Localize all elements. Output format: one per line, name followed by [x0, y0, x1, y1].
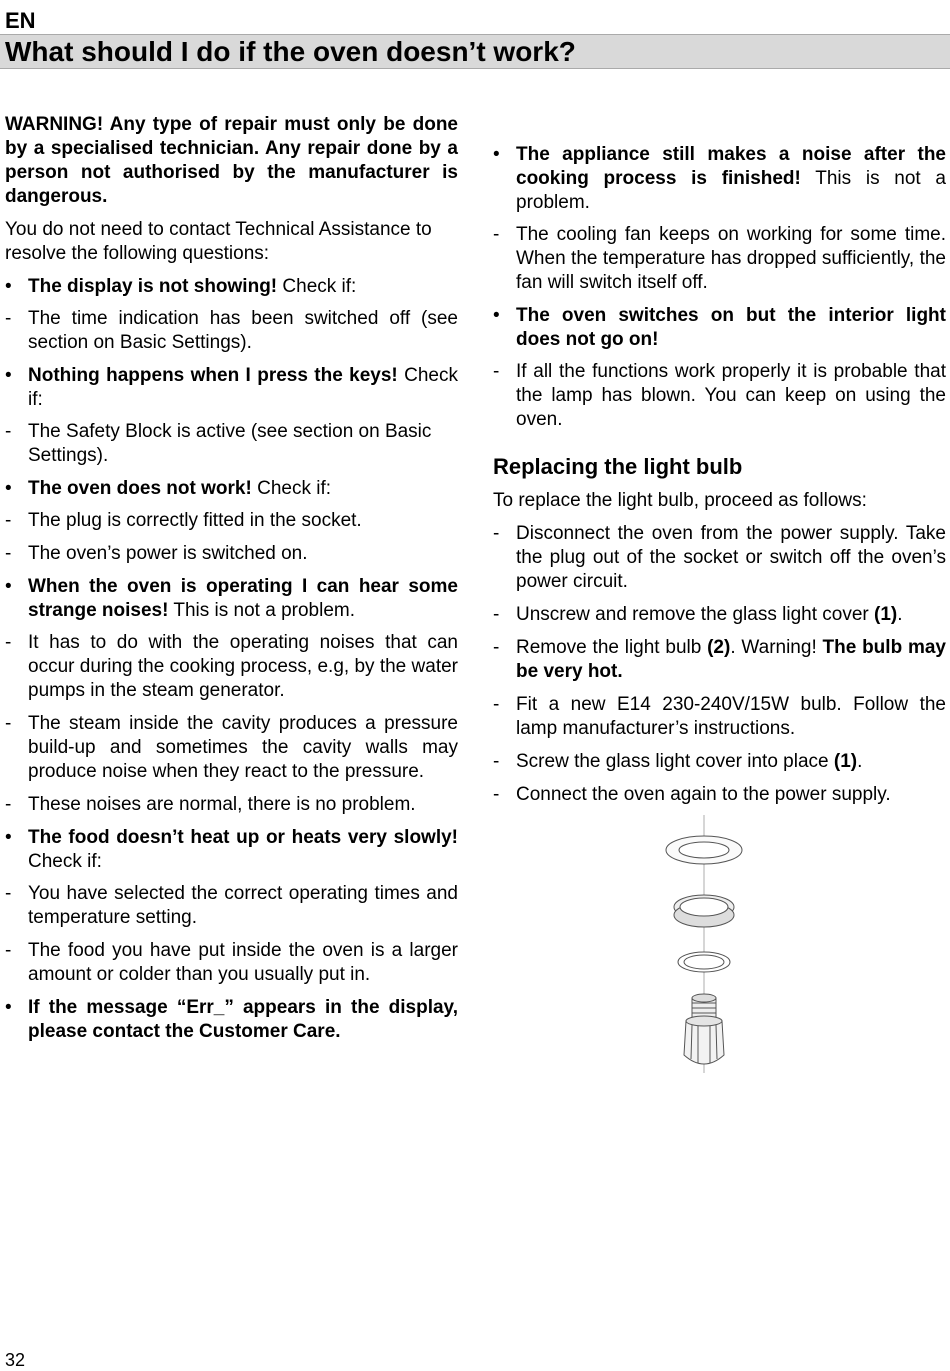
check-item: - The Safety Block is active (see section on Basic Settings). — [5, 420, 458, 468]
step-text: . — [897, 604, 903, 625]
page-title: What should I do if the oven doesn’t work? — [5, 36, 576, 67]
issue-heading: If the message “Err_” appears in the display, please contact the Customer Care. — [28, 997, 458, 1042]
issue-food-not-heating — [5, 826, 458, 874]
issue-strange-noises — [5, 575, 458, 623]
step-item: - Fit a new E14 230-240V/15W bulb. Follow the lamp manufacturer’s instructions. — [493, 693, 946, 741]
issue-heading: Nothing happens when I press the keys! — [28, 365, 398, 386]
left-column — [5, 113, 458, 1052]
explanation-item: - The steam inside the cavity produces a pressure build-up and sometimes the cavity walls may produce noise when they react to the pressure. — [5, 712, 458, 784]
warning-text: WARNING! Any type of repair must only be done by a specialised technician. Any repair done by a person not authorised by the manufacturer is dangerous. — [5, 114, 458, 207]
explanation-item: - These noises are normal, there is no problem. — [5, 793, 458, 817]
issue-note: Check if: — [277, 276, 357, 297]
section-intro: To replace the light bulb, proceed as follows: — [493, 490, 867, 511]
part-reference: (2) — [707, 637, 731, 658]
step-text: Remove the light bulb — [516, 637, 708, 658]
check-item: - The food you have put inside the oven is a larger amount or colder than you usually put in. — [5, 939, 458, 987]
right-column — [493, 143, 946, 816]
check-item: - The time indication has been switched off (see section on Basic Settings). — [5, 307, 458, 355]
part-reference: (1) — [833, 751, 858, 772]
explanation-item: - The cooling fan keeps on working for some time. When the temperature has dropped sufficiently, the fan will switch itself off. — [493, 223, 946, 295]
part-reference: (1) — [874, 604, 898, 625]
check-item: - The oven’s power is switched on. — [5, 542, 458, 566]
issue-display-not-showing — [5, 275, 458, 299]
step-item — [493, 636, 946, 684]
light-bulb-exploded-diagram — [664, 815, 744, 1073]
explanation-item: - If all the functions work properly it is probable that the lamp has blown. You can keep on using the oven. — [493, 360, 946, 432]
issue-note: This is not a problem. — [168, 600, 356, 621]
issue-light-not-on — [493, 304, 946, 352]
issue-note: Check if: — [28, 851, 102, 872]
step-text: . — [857, 751, 863, 772]
section-title: Replacing the light bulb — [493, 454, 743, 479]
step-text: Unscrew and remove the glass light cover — [516, 604, 874, 625]
step-item — [493, 603, 946, 627]
explanation-item: - It has to do with the operating noises that can occur during the cooking process, e.g, by the water pumps in the steam generator. — [5, 631, 458, 703]
step-item: - Connect the oven again to the power supply. — [493, 783, 946, 807]
issue-oven-not-working — [5, 477, 458, 501]
check-item: - You have selected the correct operating times and temperature setting. — [5, 882, 458, 930]
issue-note: Check if: — [251, 478, 332, 499]
title-bar — [0, 34, 950, 69]
step-text: . Warning! — [730, 637, 823, 658]
issue-note: Check if: — [28, 365, 458, 410]
intro-text: You do not need to contact Technical Assistance to resolve the following questions: — [5, 219, 432, 264]
issue-note: This is not a problem. — [516, 168, 946, 213]
step-text: Screw the glass light cover into place — [516, 751, 834, 772]
page-number: 32 — [5, 1350, 26, 1370]
step-item: - Disconnect the oven from the power supply. Take the plug out of the socket or switch off the oven’s power circuit. — [493, 522, 946, 594]
step-warning: The bulb may be very hot. — [516, 637, 946, 682]
issue-heading: When the oven is operating I can hear some strange noises! — [28, 576, 458, 621]
issue-keys-not-working — [5, 364, 458, 412]
check-item: - The plug is correctly fitted in the socket. — [5, 509, 458, 533]
issue-heading: The oven switches on but the interior light does not go on! — [516, 305, 946, 350]
issue-heading: The appliance still makes a noise after the cooking process is finished! — [516, 144, 946, 189]
issue-heading: The oven does not work! — [28, 478, 252, 499]
issue-heading: The food doesn’t heat up or heats very slowly! — [28, 827, 458, 848]
step-item — [493, 750, 946, 774]
language-code: EN — [5, 8, 36, 33]
issue-noise-after-cooking — [493, 143, 946, 215]
issue-heading: The display is not showing! — [28, 276, 278, 297]
issue-err-message — [5, 996, 458, 1044]
